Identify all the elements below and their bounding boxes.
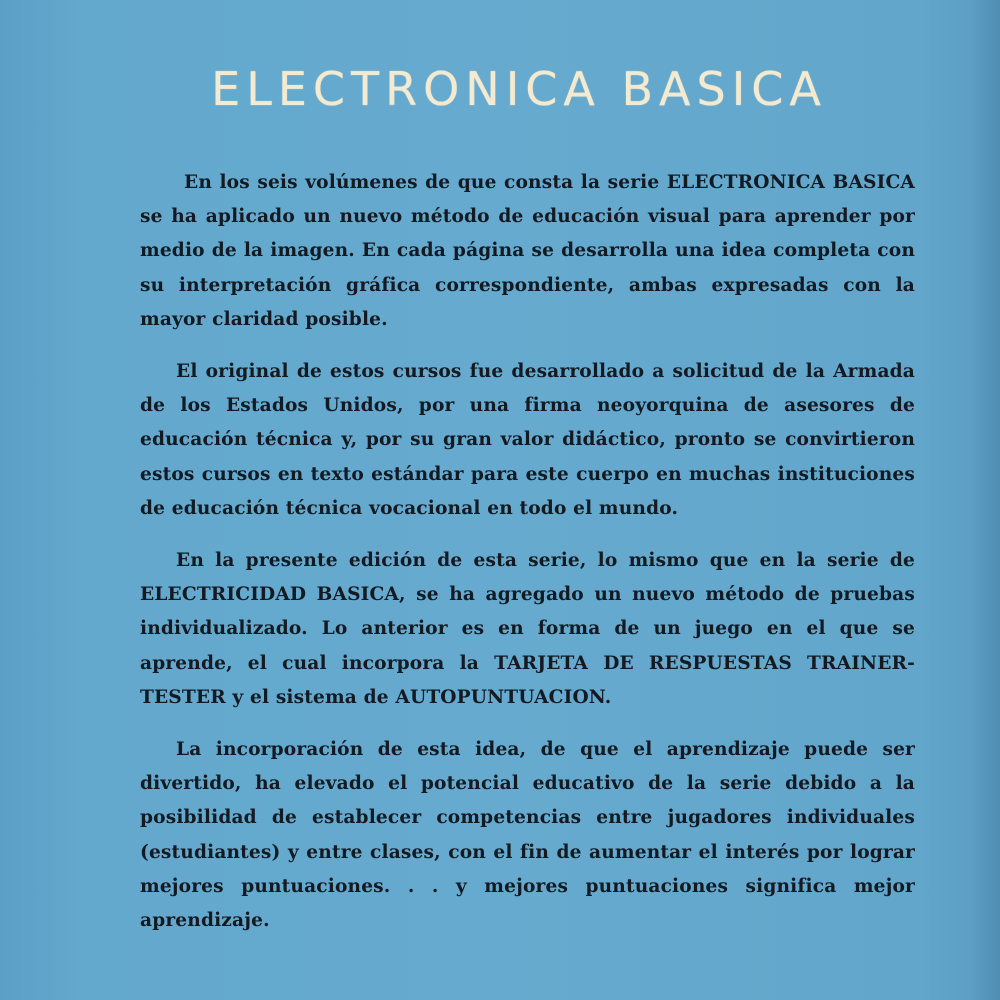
description-text <box>140 166 915 956</box>
paragraph-4: La incorporación de esta idea, de que el aprendizaje puede ser divertido, ha elevado el potencial educativo de la serie debido a la posibilidad de establecer competencias entre jugadores individuales (estudiantes) y entre clases, con el fin de aumentar el interés por lograr mejores puntuaciones. . . y mejores puntuaciones significa mejor aprendizaje. <box>140 739 915 932</box>
cover-edge-shadow <box>968 0 1000 1000</box>
cover-title: ELECTRONICA BASICA <box>211 62 827 116</box>
paragraph-3: En la presente edición de esta serie, lo mismo que en la serie de ELECTRICIDAD BASICA, se ha agregado un nuevo método de pruebas individualizado. Lo anterior es en forma de un juego en el que se aprende, el cual incorpora la TARJETA DE RESPUESTAS TRAINER-TESTER y el sistema de AUTOPUNTUACION. <box>140 550 915 708</box>
paragraph-1: En los seis volúmenes de que consta la serie ELECTRONICA BASICA se ha aplicado un nuevo método de educación visual para aprender por medio de la imagen. En cada página se desarrolla una idea completa con su interpretación gráfica correspondiente, ambas expresadas con la mayor claridad posible. <box>140 172 915 330</box>
paragraph-2: El original de estos cursos fue desarrollado a solicitud de la Armada de los Estados Unidos, por una firma neoyorquina de asesores de educación técnica y, por su gran valor didáctico, pronto se convirtieron estos cursos en texto estándar para este cuerpo en muchas instituciones de educación técnica vocacional en todo el mundo. <box>140 361 915 519</box>
